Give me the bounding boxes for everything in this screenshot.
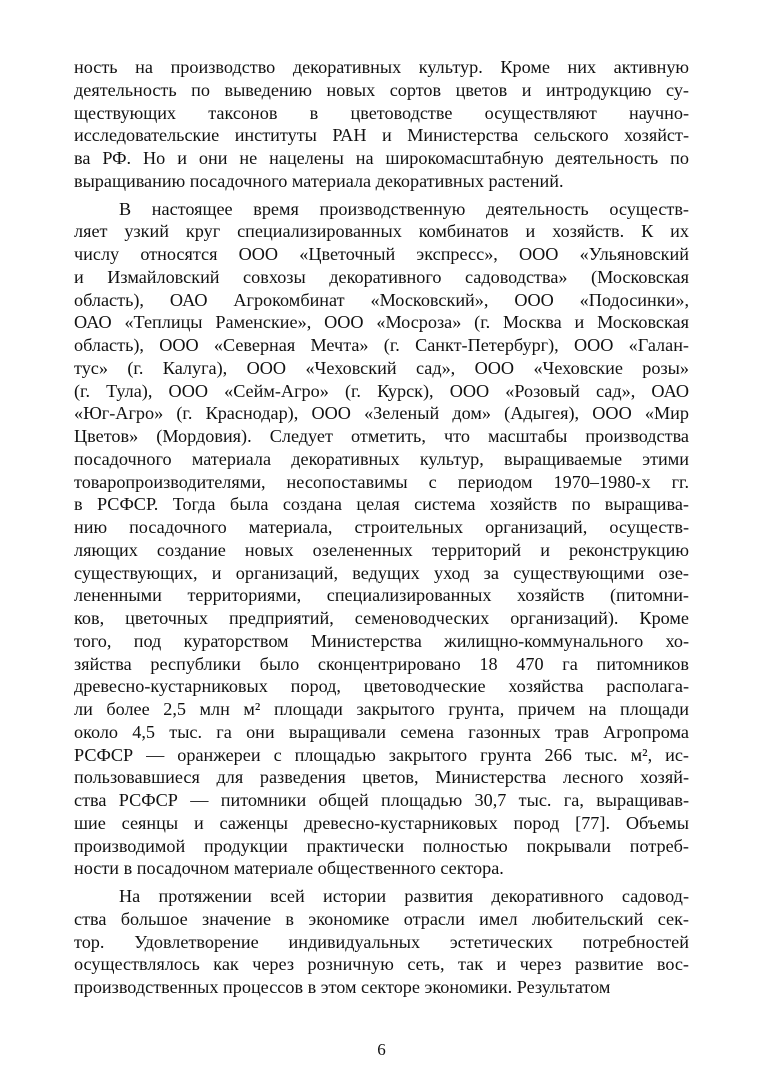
- text-line: ва РФ. Но и они не нацелены на широкомасштабную деятельность по: [74, 148, 689, 168]
- text-line: тус» (г. Калуга), ООО «Чеховский сад», ООО «Чеховские розы»: [74, 357, 689, 378]
- text-line: древесно-кустарниковых пород, цветоводческие хозяйства располага-: [74, 676, 689, 697]
- text-line: посадочного материала декоративных культур, выращиваемые этими: [74, 448, 689, 469]
- text-line: и Измайловский совхозы декоративного садоводства» (Московская: [74, 266, 689, 287]
- text-line: «Юг-Агро» (г. Краснодар), ООО «Зеленый дом» (Адыгея), ООО «Мир: [74, 403, 689, 424]
- text-line: шие сеянцы и саженцы древесно-кустарниковых пород [77]. Объемы: [74, 812, 689, 833]
- paragraph: [74, 56, 689, 193]
- text-line: РСФСР — оранжереи с площадью закрытого грунта 266 тыс. м², ис-: [74, 744, 689, 765]
- text-line: выращиванию посадочного материала декоративных растений.: [74, 170, 564, 191]
- text-line: в РСФСР. Тогда была создана целая система хозяйств по выращива-: [74, 494, 689, 515]
- text-line: производственных процессов в этом секторе экономики. Результатом: [74, 977, 611, 997]
- text-line: нию посадочного материала, строительных организаций, осуществ-: [74, 517, 689, 537]
- text-line: около 4,5 тыс. га они выращивали семена газонных трав Агропрома: [74, 721, 689, 742]
- text-line: Цветов» (Мордовия). Следует отметить, что масштабы производства: [74, 426, 689, 446]
- text-line: деятельность по выведению новых сортов цветов и интродукцию су-: [74, 79, 689, 100]
- text-line: тор. Удовлетворение индивидуальных эстетических потребностей: [74, 931, 689, 952]
- text-line: ществующих таксонов в цветоводстве осуществляют научно-: [74, 102, 689, 123]
- text-line: ность на производство декоративных культур. Кроме них активную: [74, 57, 689, 77]
- text-line: товаропроизводителями, несопоставимы с периодом 1970–1980-х гг.: [74, 471, 689, 492]
- text-line: ства большое значение в экономике отрасли имел любительский сек-: [74, 908, 689, 929]
- text-line: исследовательские институты РАН и Министерства сельского хозяйст-: [74, 125, 689, 146]
- text-line: ков, цветочных предприятий, семеноводческих организаций). Кроме: [74, 608, 689, 628]
- paragraph: [74, 885, 689, 999]
- text-line: осуществлялось как через розничную сеть, так и через развитие вос-: [74, 954, 689, 975]
- text-line: ляющих создание новых озелененных территорий и реконструкцию: [74, 539, 689, 560]
- text-line: существующих, и организаций, ведущих уход за существующими озе-: [74, 562, 689, 583]
- text-line: ства РСФСР — питомники общей площадью 30,7 тыс. га, выращивав-: [74, 790, 689, 810]
- text-line: лененными территориями, специализированных хозяйств (питомни-: [74, 585, 689, 606]
- document-page: [74, 56, 689, 999]
- text-line: числу относятся ООО «Цветочный экспресс», ООО «Ульяновский: [74, 244, 689, 264]
- text-line: зяйства республики было сконцентрировано 18 470 га питомников: [74, 653, 689, 674]
- text-line: область), ООО «Северная Мечта» (г. Санкт-Петербург), ООО «Галан-: [74, 335, 689, 355]
- text-line: На протяжении всей истории развития декоративного садовод-: [119, 886, 689, 906]
- text-line: ляет узкий круг специализированных комбинатов и хозяйств. К их: [74, 221, 689, 242]
- text-line: (г. Тула), ООО «Сейм-Агро» (г. Курск), ООО «Розовый сад», ОАО: [74, 380, 689, 401]
- text-line: ли более 2,5 млн м² площади закрытого грунта, причем на площади: [74, 699, 689, 719]
- text-line: ности в посадочном материале общественного сектора.: [74, 858, 504, 879]
- text-line: производимой продукции практически полностью покрывали потреб-: [74, 835, 689, 856]
- paragraph: [74, 198, 689, 881]
- text-line: ОАО «Теплицы Раменские», ООО «Мосроза» (г. Москва и Московская: [74, 312, 689, 333]
- document-body: [74, 56, 689, 999]
- text-line: того, под кураторством Министерства жилищно-коммунального хо-: [74, 630, 689, 651]
- text-line: пользовавшиеся для разведения цветов, Министерства лесного хозяй-: [74, 767, 689, 788]
- text-line: область), ОАО Агрокомбинат «Московский», ООО «Подосинки»,: [74, 289, 689, 310]
- text-line: В настоящее время производственную деятельность осуществ-: [119, 198, 689, 219]
- page-number: 6: [377, 1040, 386, 1059]
